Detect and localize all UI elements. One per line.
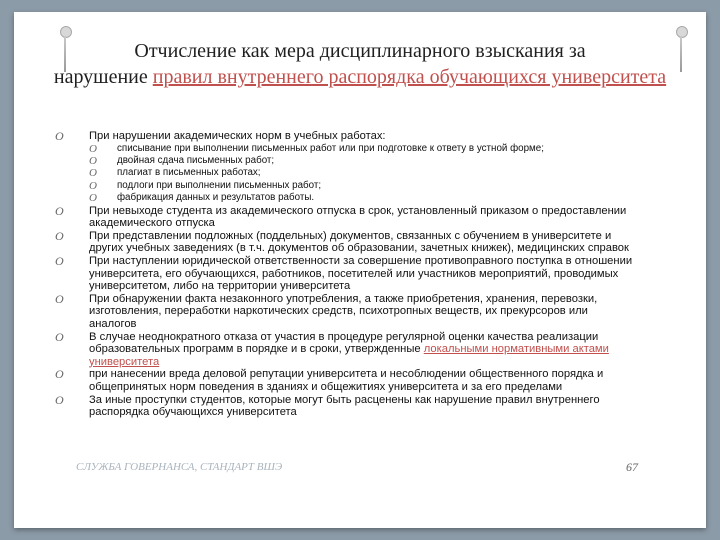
list-item-text: При обнаружении факта незаконного употребления, а также приобретения, хранения, перевозки, изготовления, переработки наркотических средств, психотропных веществ, их прекурсоров или аналогов — [89, 292, 598, 330]
sub-list-item — [55, 180, 635, 192]
sub-list-item — [55, 167, 635, 179]
list-item — [55, 293, 635, 331]
list-item-text: При нарушении академических норм в учебных работах: — [89, 130, 386, 142]
list-item — [55, 230, 635, 255]
sub-item-text: двойная сдача письменных работ; — [117, 155, 275, 166]
list-item — [55, 205, 635, 230]
bullet-icon: O — [89, 142, 97, 155]
sub-item-text: списывание при выполнении письменных работ или при подготовке к ответу в устной форме; — [117, 142, 544, 154]
pushpin-icon — [674, 26, 688, 76]
local-acts-link[interactable]: локальными нормативными актами университета — [89, 343, 609, 368]
footer-text: СЛУЖБА ГОВЕРНАНСА, СТАНДАРТ ВШЭ — [76, 461, 283, 473]
sub-list-item — [55, 143, 635, 155]
bullet-icon: O — [55, 254, 64, 268]
bullet-icon: O — [89, 192, 97, 205]
list-item-text: При наступлении юридической ответственности за совершение противоправного поступка в отношении университета, его обучающихся, работников, посетителей или участников мероприятий, проводимых университетом, либо на территории университета — [89, 255, 633, 293]
list-item — [55, 331, 635, 369]
list-item — [55, 255, 635, 293]
sub-item-text: фабрикация данных и результатов работы. — [117, 192, 315, 204]
sub-item-text: подлоги при выполнении письменных работ; — [117, 179, 322, 191]
bullet-icon: O — [89, 155, 97, 167]
bullet-icon: O — [55, 367, 64, 382]
bullet-icon: O — [55, 228, 64, 243]
list-item-text: при нанесении вреда деловой репутации университета и несоблюдении общественного порядка и общепринятых норм поведения в зданиях и общежитиях университета и за его пределами — [89, 368, 604, 393]
list-item-text: В случае неоднократного отказа от участия в процедуре регулярной оценки качества реализации образовательных программ в порядке и в сроки, утвержденные — [89, 330, 599, 356]
bullet-icon: O — [55, 291, 64, 306]
bullet-icon: O — [89, 167, 97, 180]
bullet-icon: O — [55, 329, 64, 344]
list-item-text: При невыходе студента из академического отпуска в срок, установленный приказом о предоставлении академического отпуска — [89, 204, 627, 230]
title-line2-text: нарушение — [53, 66, 153, 88]
bullet-icon: O — [55, 203, 64, 218]
title-link[interactable]: правил внутреннего распорядка обучающихся университета — [152, 66, 667, 88]
list-item — [55, 368, 635, 393]
sub-list-item — [55, 192, 635, 204]
list-item-text: За иные проступки студентов, которые могут быть расценены как нарушение правил внутреннего распорядка обучающихся университета — [89, 393, 600, 419]
page-number: 67 — [626, 460, 638, 474]
bullet-icon: O — [55, 129, 64, 143]
sub-list-item — [55, 155, 635, 167]
bullet-icon: O — [55, 392, 64, 407]
sub-item-text: плагиат в письменных работах; — [117, 167, 261, 179]
list-item — [55, 130, 635, 143]
list-item-text: При представлении подложных (поддельных) документов, связанных с обучением в университете и других учебных заведениях (в т.ч. документов об образовании, зачетных книжек), медицинских справок — [89, 229, 629, 255]
title-line1: Отчисление как мера дисциплинарного взыскания за — [134, 40, 586, 62]
bullet-list — [55, 130, 635, 419]
slide-title — [50, 38, 670, 90]
bullet-icon: O — [89, 179, 97, 192]
list-item — [55, 394, 635, 419]
